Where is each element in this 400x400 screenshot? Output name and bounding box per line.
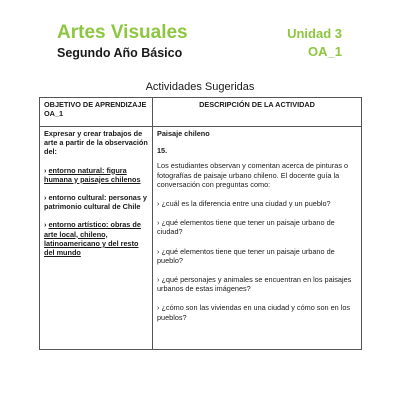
- header-left: [57, 22, 188, 61]
- activity-table: [39, 97, 362, 350]
- grade-level: Segundo Año Básico: [57, 46, 183, 60]
- activity-intro: Los estudiantes observan y comentan acerca de pinturas o fotografías de paisaje urbano chileno. El docente guía la conversación con preguntas como:: [157, 161, 349, 189]
- objective-item-text: entorno artístico: obras de arte local, chileno, latinoamericano y del resto del mundo: [44, 220, 141, 258]
- objective-item: [44, 220, 148, 257]
- activity-question: › ¿cómo son las viviendas en una ciudad y cómo son en los pueblos?: [157, 303, 351, 322]
- oa-label: OA_1: [308, 44, 342, 59]
- objective-item: [44, 193, 148, 211]
- objective-column-header: OBJETIVO DE APRENDIZAJE OA_1: [40, 98, 153, 127]
- section-title: Actividades Sugeridas: [145, 81, 255, 93]
- objective-cell: [40, 127, 153, 350]
- activity-title: Paisaje chileno: [157, 129, 210, 138]
- activity-question: › ¿qué elementos tiene que tener un paisaje urbano de ciudad?: [157, 218, 335, 237]
- activity-number: 15.: [157, 146, 168, 156]
- activity-question: › ¿qué personajes y animales se encuentran en los paisajes urbanos de estas imágenes?: [157, 275, 352, 294]
- objective-item-text: entorno natural: figura humana y paisajes chilenos: [44, 165, 141, 184]
- objective-intro: Expresar y crear trabajos de arte a partir de la observación del:: [44, 129, 148, 157]
- bullet-marker: ›: [44, 193, 47, 203]
- table-header-row: [40, 98, 362, 127]
- header-right: [287, 26, 342, 60]
- objective-item-text: entorno cultural: personas y patrimonio cultural de Chile: [44, 193, 147, 212]
- activity-question: › ¿qué elementos tiene que tener un paisaje urbano de pueblo?: [157, 246, 335, 265]
- activity-cell: [153, 127, 362, 350]
- objective-item: [44, 166, 148, 184]
- unit-label: Unidad 3: [287, 26, 342, 41]
- bullet-marker: ›: [44, 220, 47, 230]
- table-row: [40, 127, 362, 350]
- description-column-header: DESCRIPCIÓN DE LA ACTIVIDAD: [153, 98, 362, 127]
- subject-title: Artes Visuales: [57, 22, 188, 43]
- activity-question: › ¿cuál es la diferencia entre una ciudad y un pueblo?: [157, 199, 331, 209]
- bullet-marker: ›: [44, 165, 47, 175]
